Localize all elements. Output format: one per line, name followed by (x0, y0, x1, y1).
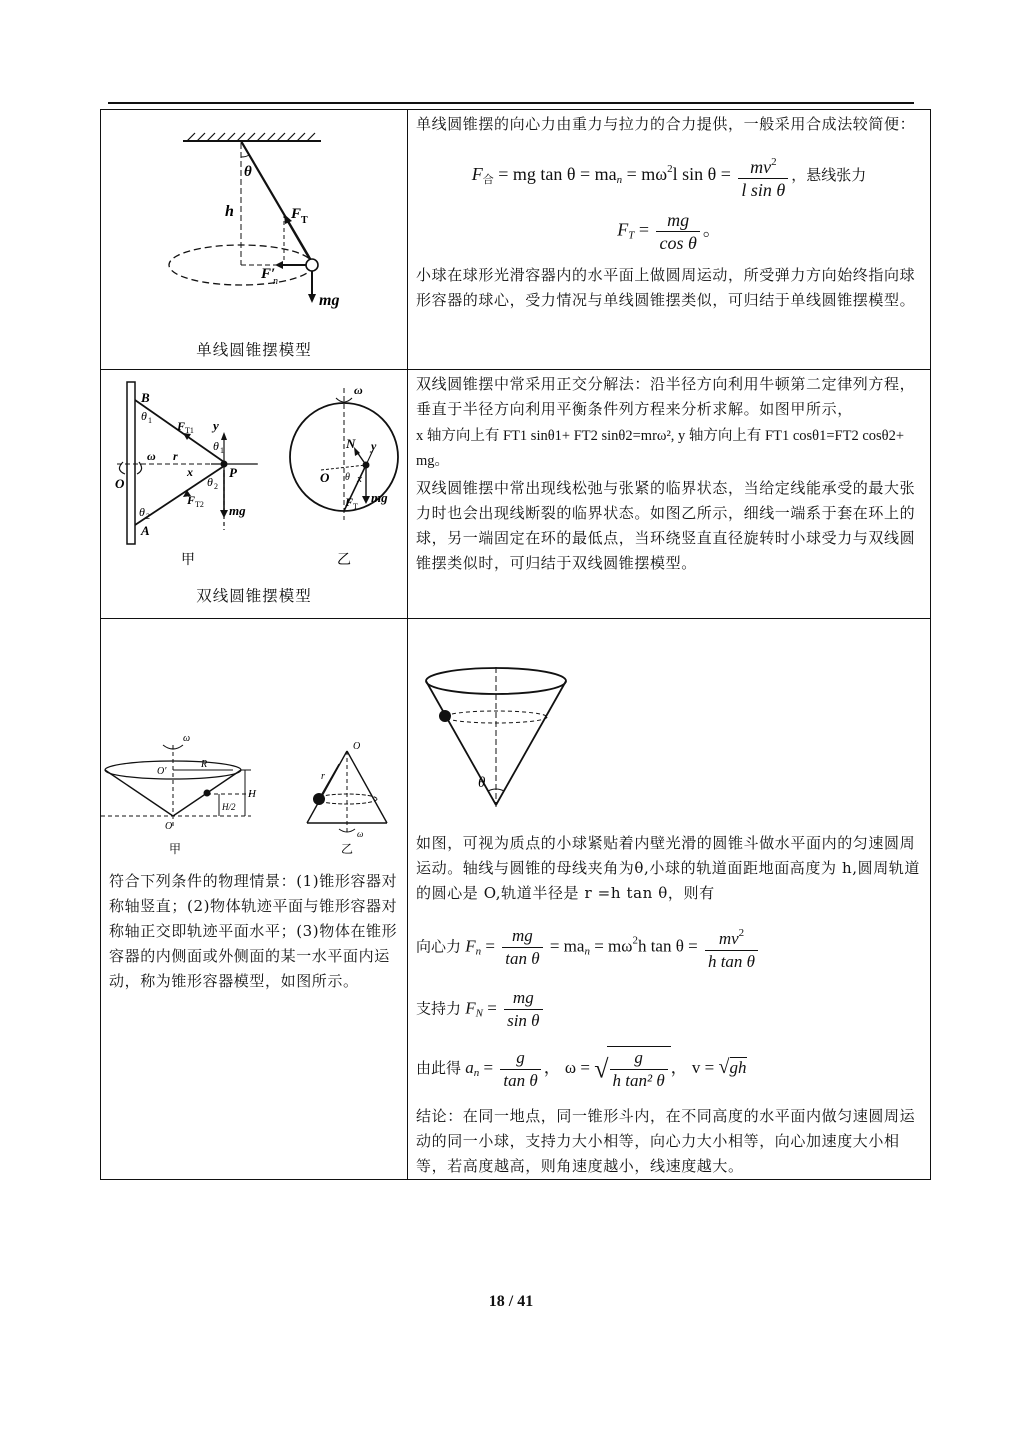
label-yi: 乙 (337, 553, 351, 568)
eq1-frac-num-sup: 2 (771, 156, 777, 168)
eq1-suffix: ，悬线张力 (791, 166, 867, 185)
eq1-frac-den: l sin θ (741, 180, 786, 200)
eq2-fraction (656, 209, 699, 254)
eqA-sup: 2 (632, 934, 638, 947)
cone-yi-label: 乙 (341, 842, 354, 856)
eqB-frac (504, 987, 542, 1032)
eq2-num: mg (656, 209, 699, 232)
eqA-num2: mv (718, 929, 739, 948)
cone2-O-label: O (353, 741, 361, 752)
eqA-sub: n (475, 945, 482, 958)
eqB-f: F (465, 998, 476, 1018)
double-cone-equation: x 轴方向上有 FT1 sinθ1+ FT2 sinθ2=mrω², y 轴方向上有 FT1 cosθ1=FT2 cosθ2+ mg。 (416, 428, 905, 469)
label-theta1-top: θ (141, 409, 147, 423)
cell-single-cone-figure (101, 110, 408, 370)
table-row-single-cone (101, 110, 931, 370)
ft-sub-label: T (301, 215, 308, 226)
header-rule (108, 102, 914, 104)
eqB-label: 支持力 (416, 999, 462, 1018)
label-y: y (213, 418, 219, 433)
label-ft1-sub: T1 (185, 426, 194, 435)
ring-N-label: N (346, 436, 356, 451)
cone-container-diagram (101, 627, 407, 859)
eqA-den2: h tan θ (707, 952, 756, 971)
ring-O-label: O (320, 470, 330, 485)
funnel-theta-label: θ (478, 775, 486, 791)
eqA-num2-sup: 2 (738, 927, 745, 939)
eq1-frac-num: mv (750, 157, 772, 177)
single-cone-caption: 单线圆锥摆模型 (196, 341, 312, 359)
label-theta2-sub: 2 (146, 512, 150, 521)
table-row-double-cone (101, 370, 931, 619)
label-ft2: F (187, 493, 196, 507)
eq2-equals: = (638, 219, 649, 240)
cone-container-para1: 如图，可视为质点的小球紧贴着内壁光滑的圆锥斗做水平面内的匀速圆周运动。轴线与圆锥的母线夹角为θ,小球的轨道面距地面高度为 h,圆周轨道的圆心是 O,轨道半径是 r =h tan θ，则有 (416, 834, 920, 902)
fn-label: F′ (261, 266, 276, 282)
single-cone-equation-1 (408, 151, 930, 200)
eq1-sup2: 2 (667, 163, 673, 176)
cell-double-cone-figure (101, 370, 408, 619)
label-O: O (115, 476, 125, 491)
theta-label: θ (244, 164, 252, 180)
sqrt-icon: √ (594, 1054, 609, 1084)
cone2-omega-label: ω (357, 829, 364, 839)
eqC-sqrt-body (607, 1046, 671, 1092)
single-cone-intro: 单线圆锥摆的向心力由重力与拉力的合力提供，一般采用合成法较简便： (416, 115, 916, 133)
eqC-v-rad: gh (729, 1057, 747, 1077)
eqB-num: mg (504, 987, 542, 1010)
centripetal-force-equation: 向心力 $F_n$ = $\frac{mg}{\text{tan θ}}$ = $ma_n = m\omega^2h$ tan θ = $\frac{mv^2}{\text{h tan θ}}$ (408, 920, 930, 973)
eqA-label: 向心力 (416, 937, 462, 956)
eq1-sub-n: n (616, 174, 623, 187)
eqC-sub: n (473, 1066, 480, 1079)
eqC-v: ， v = (670, 1057, 715, 1077)
support-force-equation: 支持力 $F_N$ = $\frac{mg}{\text{sin θ}}$ (408, 985, 930, 1032)
label-theta2-right-sub: 2 (214, 482, 218, 491)
page-number: 18 / 41 (488, 1293, 534, 1310)
cell-single-cone-text (408, 110, 931, 370)
double-cone-caption: 双线圆锥摆模型 (196, 587, 312, 605)
label-r: r (173, 449, 178, 463)
cone-O-label: O (165, 821, 173, 832)
single-cone-para2: 小球在球形光滑容器内的水平面上做圆周运动，所受弹力方向始终指向球形容器的球心，受力情况与单线圆锥摆类似，可归结于单线圆锥摆模型。 (416, 266, 916, 309)
eq2-sub: T (628, 229, 635, 242)
eqA-den1: tan θ (505, 949, 540, 968)
eqA-f: F (465, 936, 476, 956)
label-omega: ω (147, 449, 156, 463)
cell-cone-container-figure (101, 619, 408, 1180)
label-theta1-sub: 1 (220, 446, 224, 455)
ring-mg-label: mg (371, 490, 388, 505)
single-cone-equation-2 (408, 209, 930, 255)
single-cone-pendulum-diagram (101, 110, 407, 330)
label-theta1-top-sub: 1 (148, 416, 152, 425)
ring-ft-label: F (345, 495, 354, 509)
label-mg: mg (229, 503, 246, 518)
eq1-mid: = mg tan θ = ma (498, 164, 617, 185)
cone-jia-label: 甲 (169, 842, 182, 856)
eqB-sub: N (475, 1007, 483, 1020)
eqB-den: sin θ (507, 1011, 540, 1030)
mg-label: mg (319, 292, 340, 309)
double-cone-para2: 双线圆锥摆中常出现线松弛与张紧的临界状态，当给定线能承受的最大张力时也会出现线断裂的临界状态。如图乙所示，细线一端系于套在环上的球，另一端固定在环的最低点，当环绕竖直直径旋转时小球受力与双线圆锥摆类似时，可归结于双线圆锥摆模型。 (416, 479, 916, 572)
ring-x-label: x (357, 473, 362, 485)
derived-results-equation: 由此得 $a_n$ = $\frac{g}{\text{tan θ}}$ ， ω = √ $\frac{g}{\text{h tan² θ}}$ ， v = √gh (416, 1047, 747, 1090)
cone-H2-label: H/2 (222, 802, 236, 812)
ring-ft-sub-label: T (353, 502, 358, 511)
eqC-label: 由此得 (416, 1058, 462, 1077)
cell-cone-container-text (408, 619, 931, 1180)
ring-theta-label: θ (345, 472, 350, 483)
fn-sub-label: n (273, 276, 278, 287)
ring-omega-label: ω (354, 383, 363, 397)
conical-funnel-diagram (414, 663, 584, 813)
cone-container-conclusion: 结论：在同一地点，同一锥形斗内，在不同高度的水平面内做匀速圆周运动的同一小球，支持力大小相等，向心力大小相等，向心加速度大小相等，若高度越高，则角速度越小，线速度越大。 (416, 1107, 916, 1175)
label-theta1: θ (213, 439, 219, 453)
eqA-mid: = ma (549, 936, 585, 956)
eq1-sub-he: 合 (482, 174, 494, 187)
eq1-mid2: = mω (626, 164, 668, 185)
double-cone-pendulum-diagram (101, 370, 407, 580)
eqA-frac2 (705, 922, 758, 973)
label-x: x (187, 465, 193, 479)
ft-label: F (291, 206, 302, 222)
eq2-f: F (617, 219, 629, 240)
eq1-f: F (471, 164, 483, 185)
eq2-end: 。 (702, 219, 721, 241)
cone-R-label: R (201, 759, 208, 770)
label-theta2-right: θ (207, 475, 213, 489)
table-row-cone-container (101, 619, 931, 1180)
cone-omega-label: ω (183, 733, 191, 744)
eqC-frac (500, 1047, 540, 1092)
eqC-omega: ， ω = (543, 1057, 590, 1077)
label-jia: 甲 (181, 553, 195, 568)
label-theta2: θ (139, 505, 145, 519)
eqC-den: tan θ (503, 1070, 538, 1090)
cone-Oprime-label: O′ (157, 766, 167, 777)
sqrt-icon-v: √ (718, 1055, 730, 1078)
eqA-mid3: h tan θ = (637, 936, 698, 956)
label-A: A (141, 523, 150, 538)
double-cone-para1: 双线圆锥摆中常采用正交分解法：沿半径方向利用牛顿第二定律列方程，垂直于半径方向利用平衡条件列方程来分析求解。如图甲所示， (416, 375, 916, 418)
cone2-r-label: r (321, 771, 325, 782)
eqC-sqrt-num: g (610, 1047, 668, 1070)
eqA-frac1 (502, 925, 542, 970)
label-ft2-sub: T2 (195, 500, 204, 509)
eq2-den: cos θ (659, 233, 697, 253)
cell-double-cone-text (408, 370, 931, 619)
eqA-num1: mg (502, 925, 542, 948)
eq1-mid3: l sin θ = (672, 164, 731, 185)
eqC-a: a (465, 1057, 474, 1077)
eqA-sub-n: n (584, 945, 590, 958)
eq1-fraction (738, 151, 788, 201)
eqA-mid2: = mω (594, 936, 633, 956)
cone-H-label: H (248, 788, 256, 800)
label-P: P (229, 465, 237, 480)
h-label: h (225, 203, 234, 220)
eqC-sqrt-den: h tan² θ (612, 1071, 665, 1090)
label-B: B (141, 390, 150, 405)
content-table (100, 109, 931, 1180)
eqC-num: g (500, 1047, 540, 1070)
ring-y-label: y (371, 439, 377, 453)
label-ft1: F (177, 419, 186, 433)
cone-container-description: 符合下列条件的物理情景：(1)锥形容器对称轴竖直；(2)物体轨迹平面与锥形容器对称轴正交即轨迹平面水平；(3)物体在锥形容器的内侧面或外侧面的某一水平面内运动，称为锥形容器模型，如图所示。 (109, 872, 398, 990)
